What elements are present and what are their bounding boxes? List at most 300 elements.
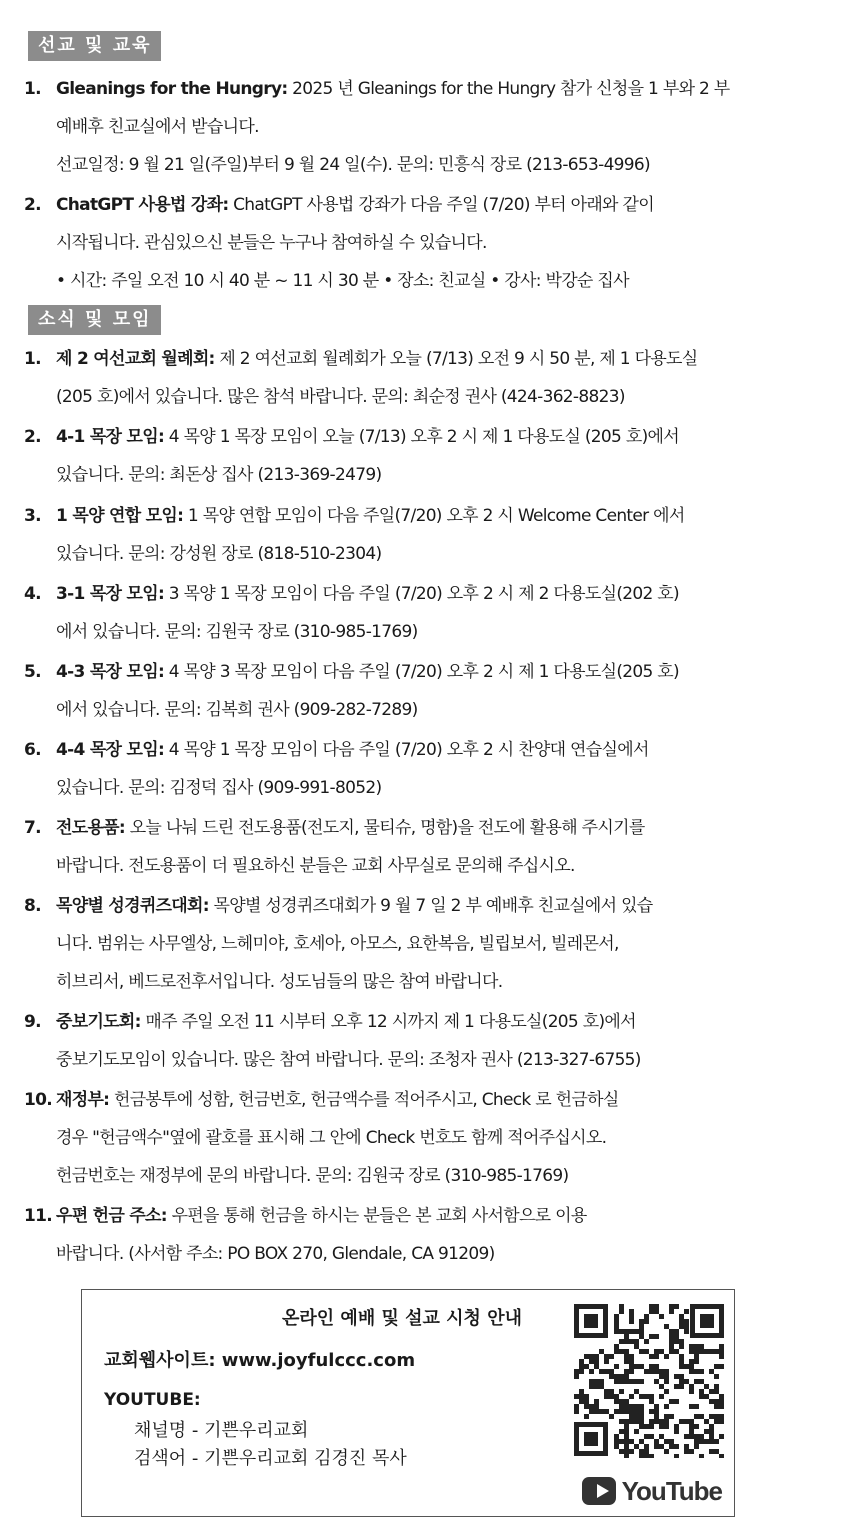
qr-module	[604, 1394, 609, 1399]
qr-module	[589, 1354, 594, 1359]
qr-module	[664, 1389, 669, 1394]
qr-module	[614, 1349, 619, 1354]
item-text: 예배후 친교실에서 받습니다.	[56, 117, 259, 137]
qr-module	[619, 1449, 624, 1454]
qr-module	[644, 1319, 649, 1324]
qr-module	[584, 1399, 589, 1404]
item-text: 바랍니다. (사서함 주소: PO BOX 270, Glendale, CA 91209)	[56, 1244, 495, 1264]
qr-module	[674, 1339, 679, 1344]
qr-module	[614, 1314, 619, 1319]
qr-module	[714, 1399, 719, 1404]
youtube-search-term: 검색어 - 기쁜우리교회 김경진 목사	[134, 1448, 407, 1469]
qr-module	[634, 1414, 639, 1419]
qr-module	[624, 1439, 629, 1444]
item-title: 중보기도회:	[56, 1012, 141, 1032]
qr-module	[694, 1424, 699, 1429]
qr-module	[639, 1454, 644, 1458]
qr-module	[624, 1454, 629, 1458]
qr-module	[694, 1414, 699, 1419]
qr-module	[669, 1329, 674, 1334]
qr-module	[714, 1384, 719, 1389]
qr-module	[644, 1369, 649, 1374]
qr-module	[649, 1334, 654, 1339]
qr-module	[654, 1369, 659, 1374]
qr-module	[594, 1354, 599, 1359]
qr-module	[679, 1379, 684, 1384]
qr-module	[639, 1394, 644, 1399]
item-title: 4-4 목장 모임:	[56, 740, 165, 760]
qr-module	[639, 1319, 644, 1324]
item-text: 있습니다. 문의: 강성원 장로 (818-510-2304)	[56, 544, 382, 564]
qr-module	[699, 1434, 704, 1439]
qr-module	[679, 1419, 684, 1424]
qr-module	[634, 1329, 639, 1334]
qr-module	[619, 1349, 624, 1354]
item-title: 재정부:	[56, 1090, 110, 1110]
qr-module	[709, 1434, 714, 1439]
qr-module	[624, 1339, 629, 1344]
qr-module	[679, 1384, 684, 1389]
qr-module	[699, 1394, 704, 1399]
qr-module	[614, 1364, 619, 1369]
qr-module	[709, 1399, 714, 1404]
qr-module	[579, 1359, 584, 1364]
qr-module	[659, 1424, 664, 1429]
item-number: 4.	[24, 584, 41, 604]
qr-module	[684, 1324, 689, 1329]
item-title: 목양별 성경퀴즈대회:	[56, 896, 209, 916]
qr-module	[619, 1379, 624, 1384]
qr-module	[639, 1449, 644, 1454]
qr-module	[624, 1354, 629, 1359]
qr-module	[674, 1444, 679, 1449]
qr-module	[694, 1439, 699, 1444]
qr-module	[709, 1349, 714, 1354]
item-number: 7.	[24, 818, 41, 838]
qr-module	[619, 1374, 624, 1379]
qr-module	[629, 1409, 634, 1414]
qr-module	[659, 1419, 664, 1424]
qr-module	[654, 1364, 659, 1369]
qr-module	[589, 1359, 594, 1364]
qr-module	[664, 1369, 669, 1374]
qr-module	[689, 1369, 694, 1374]
qr-module	[639, 1349, 644, 1354]
qr-module	[654, 1309, 659, 1314]
qr-module	[709, 1429, 714, 1434]
qr-module	[659, 1369, 664, 1374]
qr-module	[624, 1404, 629, 1409]
qr-module	[654, 1334, 659, 1339]
qr-module	[664, 1354, 669, 1359]
qr-module	[719, 1404, 724, 1409]
qr-module	[649, 1394, 654, 1399]
qr-module	[644, 1444, 649, 1449]
qr-module	[689, 1359, 694, 1364]
qr-module	[629, 1439, 634, 1444]
qr-module	[669, 1414, 674, 1419]
list-item	[24, 653, 824, 729]
qr-module	[689, 1449, 694, 1454]
qr-module	[584, 1394, 589, 1399]
qr-module	[629, 1309, 634, 1314]
qr-module	[684, 1449, 689, 1454]
qr-module	[614, 1399, 619, 1404]
qr-module	[594, 1409, 599, 1414]
qr-module	[654, 1349, 659, 1354]
qr-module	[624, 1369, 629, 1374]
qr-module	[704, 1384, 709, 1389]
qr-module	[639, 1334, 644, 1339]
qr-module	[619, 1329, 624, 1334]
item-text: (205 호)에서 있습니다. 많은 참석 바랍니다. 문의: 최순정 권사 (424-362-8823)	[56, 387, 625, 407]
item-text: 헌금번호는 재정부에 문의 바랍니다. 문의: 김원국 장로 (310-985-1769)	[56, 1166, 569, 1186]
item-number: 2.	[24, 427, 41, 447]
qr-module	[699, 1414, 704, 1419]
online-worship-box	[81, 1289, 735, 1517]
qr-module	[674, 1334, 679, 1339]
qr-module	[619, 1409, 624, 1414]
qr-module	[639, 1409, 644, 1414]
qr-module	[584, 1404, 589, 1409]
item-text: 4 목양 1 목장 모임이 다음 주일 (7/20) 오후 2 시 찬양대 연습실에서	[164, 740, 649, 760]
qr-module	[714, 1374, 719, 1379]
list-item	[24, 1003, 824, 1079]
qr-module	[709, 1414, 714, 1419]
qr-module	[719, 1344, 724, 1349]
item-title: 4-1 목장 모임:	[56, 427, 165, 447]
qr-module	[714, 1364, 719, 1369]
qr-module	[689, 1434, 694, 1439]
qr-module	[609, 1354, 614, 1359]
list-item	[24, 731, 824, 807]
qr-module	[664, 1449, 669, 1454]
list-item	[24, 1081, 824, 1195]
item-number: 8.	[24, 896, 41, 916]
qr-module	[674, 1424, 679, 1429]
qr-module	[619, 1389, 624, 1394]
qr-module	[719, 1419, 724, 1424]
qr-module	[659, 1374, 664, 1379]
qr-module	[599, 1349, 604, 1354]
qr-module	[694, 1359, 699, 1364]
qr-module	[629, 1404, 634, 1409]
qr-module	[684, 1434, 689, 1439]
qr-module	[654, 1439, 659, 1444]
qr-module	[614, 1374, 619, 1379]
qr-module	[669, 1439, 674, 1444]
qr-module	[604, 1359, 609, 1364]
item-title: 전도용품:	[56, 818, 125, 838]
qr-module	[674, 1304, 679, 1309]
qr-module	[624, 1444, 629, 1449]
qr-module	[719, 1454, 724, 1458]
list-item	[24, 1197, 824, 1273]
item-text: 있습니다. 문의: 최돈상 집사 (213-369-2479)	[56, 465, 382, 485]
qr-module	[629, 1414, 634, 1419]
item-text: 경우 "헌금액수"옆에 괄호를 표시해 그 안에 Check 번호도 함께 적어주십시오.	[56, 1128, 607, 1148]
qr-module	[624, 1449, 629, 1454]
item-text: 선교일정: 9 월 21 일(주일)부터 9 월 24 일(수). 문의: 민흥식 장로 (213-653-4996)	[56, 155, 650, 175]
qr-module	[669, 1339, 674, 1344]
qr-module	[674, 1349, 679, 1354]
qr-module	[614, 1379, 619, 1384]
qr-module	[599, 1409, 604, 1414]
qr-module	[629, 1419, 634, 1424]
qr-module	[619, 1339, 624, 1344]
item-number: 6.	[24, 740, 41, 760]
qr-module	[689, 1349, 694, 1354]
qr-module	[694, 1404, 699, 1409]
list-item	[24, 809, 824, 885]
qr-module	[704, 1394, 709, 1399]
item-text: 오늘 나눠 드린 전도용품(전도지, 물티슈, 명함)을 전도에 활용해 주시기를	[125, 818, 645, 838]
qr-module	[594, 1359, 599, 1364]
qr-module	[649, 1364, 654, 1369]
qr-module	[654, 1404, 659, 1409]
qr-module	[579, 1364, 584, 1369]
qr-module	[714, 1349, 719, 1354]
qr-module	[644, 1434, 649, 1439]
youtube-play-icon	[582, 1477, 616, 1505]
qr-module	[674, 1384, 679, 1389]
item-number: 11.	[24, 1206, 53, 1226]
qr-module	[714, 1419, 719, 1424]
item-title: 1 목양 연합 모임:	[56, 506, 184, 526]
qr-module	[664, 1404, 669, 1409]
qr-module	[634, 1409, 639, 1414]
qr-module	[714, 1439, 719, 1444]
qr-module	[589, 1369, 594, 1374]
qr-module	[719, 1354, 724, 1359]
qr-module	[594, 1364, 599, 1369]
qr-module	[594, 1404, 599, 1409]
qr-module	[694, 1349, 699, 1354]
qr-module	[664, 1414, 669, 1419]
qr-module	[589, 1379, 594, 1384]
qr-module	[654, 1414, 659, 1419]
qr-module	[629, 1394, 634, 1399]
qr-module	[719, 1414, 724, 1419]
item-title: 3-1 목장 모임:	[56, 584, 165, 604]
qr-module	[629, 1364, 634, 1369]
qr-module	[634, 1404, 639, 1409]
online-heading: 온라인 예배 및 설교 시청 안내	[282, 1308, 522, 1329]
qr-module	[709, 1369, 714, 1374]
qr-module	[644, 1449, 649, 1454]
item-title: ChatGPT 사용법 강좌:	[56, 195, 229, 215]
qr-code-icon[interactable]	[572, 1302, 726, 1458]
qr-module	[699, 1344, 704, 1349]
qr-module	[649, 1434, 654, 1439]
qr-module	[679, 1314, 684, 1319]
qr-module	[699, 1379, 704, 1384]
qr-module	[694, 1369, 699, 1374]
item-text: 목양별 성경퀴즈대회가 9 월 7 일 2 부 예배후 친교실에서 있습	[208, 896, 653, 916]
qr-module	[639, 1424, 644, 1429]
qr-module	[709, 1439, 714, 1444]
qr-module	[599, 1384, 604, 1389]
qr-module	[704, 1439, 709, 1444]
qr-module	[574, 1394, 579, 1399]
item-text: 히브리서, 베드로전후서입니다. 성도님들의 많은 참여 바랍니다.	[56, 972, 503, 992]
qr-module	[709, 1449, 714, 1454]
qr-module	[684, 1309, 689, 1314]
item-text: 헌금봉투에 성함, 헌금번호, 헌금액수를 적어주시고, Check 로 헌금하실	[109, 1090, 619, 1110]
qr-module	[679, 1364, 684, 1369]
list-item	[24, 186, 824, 300]
item-text: 2025 년 Gleanings for the Hungry 참가 신청을 1 부와 2 부	[287, 79, 730, 99]
qr-module	[679, 1359, 684, 1364]
qr-module	[629, 1449, 634, 1454]
list-item	[24, 418, 824, 494]
qr-module	[669, 1399, 674, 1404]
qr-module	[639, 1404, 644, 1409]
qr-module	[619, 1399, 624, 1404]
qr-module	[684, 1329, 689, 1334]
qr-module	[639, 1414, 644, 1419]
qr-module	[709, 1424, 714, 1429]
list-item	[24, 340, 824, 416]
qr-module	[614, 1394, 619, 1399]
qr-module	[614, 1319, 619, 1324]
qr-module	[584, 1414, 589, 1419]
item-text: 니다. 범위는 사무엘상, 느헤미야, 호세아, 아모스, 요한복음, 빌립보서, 빌레몬서,	[56, 934, 619, 954]
qr-module	[624, 1329, 629, 1334]
qr-module	[629, 1354, 634, 1359]
qr-module	[719, 1399, 724, 1404]
item-text: 3 목양 1 목장 모임이 다음 주일 (7/20) 오후 2 시 제 2 다용도실(202 호)	[164, 584, 679, 604]
qr-module	[619, 1309, 624, 1314]
qr-module	[574, 1369, 579, 1374]
qr-module	[704, 1429, 709, 1434]
youtube-logo-text: YouTube	[621, 1475, 722, 1506]
qr-module	[719, 1434, 724, 1439]
qr-module	[579, 1389, 584, 1394]
qr-module	[684, 1364, 689, 1369]
qr-module	[699, 1389, 704, 1394]
item-text: 에서 있습니다. 문의: 김복희 권사 (909-282-7289)	[56, 700, 418, 720]
qr-module	[609, 1369, 614, 1374]
qr-module	[594, 1379, 599, 1384]
qr-module	[654, 1444, 659, 1449]
qr-module	[604, 1389, 609, 1394]
item-number: 9.	[24, 1012, 41, 1032]
qr-module	[714, 1404, 719, 1409]
qr-module	[609, 1394, 614, 1399]
list-item	[24, 70, 824, 184]
qr-module	[669, 1344, 674, 1349]
item-title: Gleanings for the Hungry:	[56, 79, 288, 99]
qr-module	[669, 1334, 674, 1339]
qr-module	[644, 1394, 649, 1399]
qr-module	[664, 1439, 669, 1444]
qr-module	[704, 1419, 709, 1424]
qr-module	[659, 1434, 664, 1439]
qr-module	[649, 1304, 654, 1309]
list-item	[24, 575, 824, 651]
qr-module	[694, 1344, 699, 1349]
qr-module	[589, 1409, 594, 1414]
qr-module	[669, 1309, 674, 1314]
qr-module	[614, 1434, 619, 1439]
item-text: 에서 있습니다. 문의: 김원국 장로 (310-985-1769)	[56, 622, 418, 642]
item-text: ChatGPT 사용법 강좌가 다음 주일 (7/20) 부터 아래와 같이	[228, 195, 654, 215]
qr-module	[649, 1369, 654, 1374]
qr-module	[709, 1389, 714, 1394]
qr-module	[629, 1369, 634, 1374]
qr-module	[714, 1449, 719, 1454]
qr-module	[694, 1379, 699, 1384]
qr-module	[649, 1354, 654, 1359]
qr-module	[624, 1424, 629, 1429]
qr-module	[689, 1424, 694, 1429]
item-text: • 시간: 주일 오전 10 시 40 분 ~ 11 시 30 분 • 장소: 친교실 • 강사: 박강순 집사	[56, 271, 629, 291]
qr-module	[689, 1384, 694, 1389]
qr-module	[674, 1374, 679, 1379]
qr-module	[689, 1419, 694, 1424]
qr-module	[629, 1379, 634, 1384]
qr-module	[694, 1444, 699, 1449]
qr-module	[644, 1454, 649, 1458]
qr-module	[694, 1434, 699, 1439]
qr-module	[639, 1324, 644, 1329]
qr-module	[574, 1374, 579, 1379]
qr-module	[694, 1354, 699, 1359]
qr-module	[579, 1369, 584, 1374]
qr-module	[619, 1404, 624, 1409]
qr-module	[624, 1409, 629, 1414]
item-text: 바랍니다. 전도용품이 더 필요하신 분들은 교회 사무실로 문의해 주십시오.	[56, 856, 575, 876]
qr-module	[624, 1419, 629, 1424]
qr-module	[679, 1319, 684, 1324]
qr-module	[689, 1364, 694, 1369]
qr-module	[649, 1454, 654, 1458]
qr-module	[589, 1384, 594, 1389]
section-tag-mission-education: 선교 및 교육	[28, 31, 161, 61]
youtube-channel: 채널명 - 기쁜우리교회	[134, 1420, 309, 1441]
qr-module	[649, 1419, 654, 1424]
qr-module	[604, 1409, 609, 1414]
qr-module	[644, 1339, 649, 1344]
qr-module	[644, 1424, 649, 1429]
item-number: 5.	[24, 662, 41, 682]
qr-module	[634, 1444, 639, 1449]
qr-module	[614, 1439, 619, 1444]
item-number: 3.	[24, 506, 41, 526]
item-text: 4 목양 1 목장 모임이 오늘 (7/13) 오후 2 시 제 1 다용도실 (205 호)에서	[164, 427, 679, 447]
qr-module	[699, 1349, 704, 1354]
qr-module	[579, 1399, 584, 1404]
qr-module	[604, 1369, 609, 1374]
qr-module	[664, 1379, 669, 1384]
qr-module	[584, 1364, 589, 1369]
qr-module	[679, 1339, 684, 1344]
qr-module	[679, 1354, 684, 1359]
qr-module	[689, 1389, 694, 1394]
item-text: 있습니다. 문의: 김정덕 집사 (909-991-8052)	[56, 778, 382, 798]
youtube-logo[interactable]	[582, 1475, 722, 1507]
qr-module	[664, 1424, 669, 1429]
website-link[interactable]: 교회웹사이트: www.joyfulccc.com	[104, 1350, 416, 1371]
qr-module	[674, 1429, 679, 1434]
qr-module	[594, 1384, 599, 1389]
qr-module	[654, 1379, 659, 1384]
qr-module	[649, 1409, 654, 1414]
qr-module	[589, 1404, 594, 1409]
qr-module	[629, 1329, 634, 1334]
qr-module	[614, 1329, 619, 1334]
